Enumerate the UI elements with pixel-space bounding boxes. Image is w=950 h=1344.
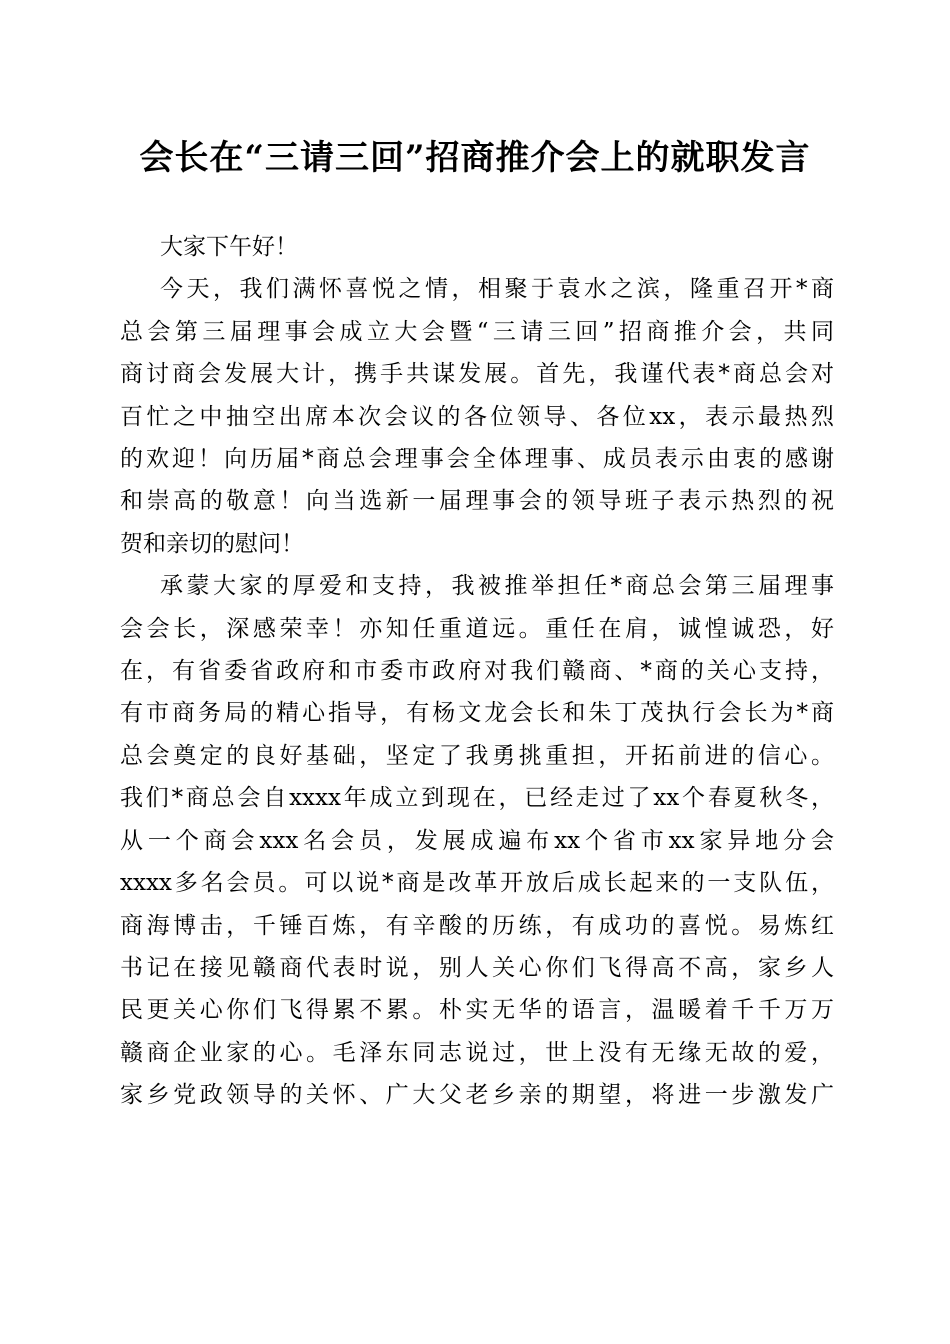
text-line: 商讨商会发展大计，携手共谋发展。首先，我谨代表*商总会对 [120,361,834,388]
paragraph-greeting [120,226,834,268]
document-title: 会长在“三请三回”招商推介会上的就职发言 [139,138,811,178]
text-line: 今天，我们满怀喜悦之情，相聚于袁水之滨，隆重召开*商 [160,276,834,303]
text-line: xxxx多名会员。可以说*商是改革开放后成长起来的一支队伍， [120,870,834,897]
text-line: 大家下午好！ [160,234,298,260]
text-line: 在，有省委省政府和市委市政府对我们赣商、*商的关心支持， [120,658,834,685]
text-line: 承蒙大家的厚爱和支持，我被推举担任*商总会第三届理事 [160,573,834,600]
text-line: 和崇高的敬意！向当选新一届理事会的领导班子表示热烈的祝 [120,488,834,515]
text-line: 民更关心你们飞得累不累。朴实无华的语言，温暖着千千万万 [120,997,834,1024]
text-line: 总会第三届理事会成立大会暨“三请三回”招商推介会，共同 [120,318,834,345]
text-line: 从一个商会xxx名会员，发展成遍布xx个省市xx家异地分会 [120,827,834,854]
text-line: 百忙之中抽空出席本次会议的各位领导、各位xx，表示最热烈 [120,403,834,430]
text-line: 的欢迎！向历届*商总会理事会全体理事、成员表示由衷的感谢 [120,446,834,473]
text-line: 会会长，深感荣幸！亦知任重道远。重任在肩，诚惶诚恐，好 [120,615,834,642]
text-line: 商海博击，千锤百炼，有辛酸的历练，有成功的喜悦。易炼红 [120,912,834,939]
paragraph-acceptance [120,565,834,1116]
text-line: 贺和亲切的慰问！ [120,530,304,557]
document-body [120,226,834,1117]
text-line: 家乡党政领导的关怀、广大父老乡亲的期望，将进一步激发广 [120,1082,834,1109]
text-line: 赣商企业家的心。毛泽东同志说过，世上没有无缘无故的爱， [120,1039,834,1066]
text-line: 书记在接见赣商代表时说，别人关心你们飞得高不高，家乡人 [120,954,834,981]
text-line: 有市商务局的精心指导，有杨文龙会长和朱丁茂执行会长为*商 [120,700,834,727]
text-line: 总会奠定的良好基础，坚定了我勇挑重担，开拓前进的信心。 [120,742,834,769]
paragraph-opening [120,268,834,565]
text-line: 我们*商总会自xxxx年成立到现在，已经走过了xx个春夏秋冬， [120,785,834,812]
